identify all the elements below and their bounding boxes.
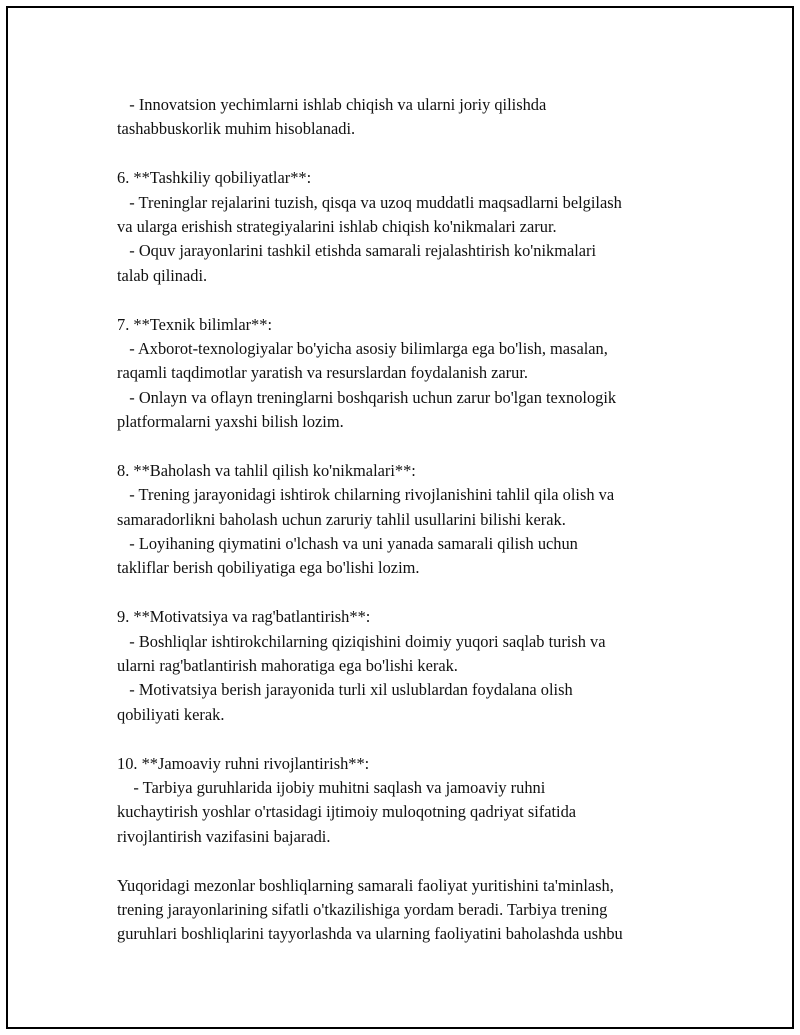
- text-line: ularni rag'batlantirish mahoratiga ega bo'lishi kerak.: [117, 655, 458, 675]
- text-line: talab qilinadi.: [117, 265, 208, 285]
- text-line: - Loyihaning qiymatini o'lchash va uni yanada samarali qilish uchun: [117, 534, 578, 554]
- paragraph-gap: [117, 434, 697, 458]
- document-body: [117, 93, 697, 947]
- text-line: 7. **Texnik bilimlar**:: [117, 314, 272, 334]
- paragraph-gap: [117, 849, 697, 873]
- paragraph-block: [117, 605, 697, 727]
- text-line: trening jarayonlarining sifatli o'tkazilishiga yordam beradi. Tarbiya trening: [117, 899, 608, 919]
- paragraph-gap: [117, 288, 697, 312]
- paragraph-gap: [117, 727, 697, 751]
- text-line: - Boshliqlar ishtirokchilarning qiziqishini doimiy yuqori saqlab turish va: [117, 631, 606, 651]
- text-line: 8. **Baholash va tahlil qilish ko'nikmalari**:: [117, 460, 416, 480]
- text-line: 9. **Motivatsiya va rag'batlantirish**:: [117, 607, 371, 627]
- text-line: - Trening jarayonidagi ishtirok chilarning rivojlanishini tahlil qila olish va: [117, 485, 615, 505]
- text-line: - Tarbiya guruhlarida ijobiy muhitni saqlash va jamoaviy ruhni: [117, 777, 546, 797]
- paragraph-gap: [117, 142, 697, 166]
- text-line: - Oquv jarayonlarini tashkil etishda samarali rejalashtirish ko'nikmalari: [117, 241, 597, 261]
- text-line: rivojlantirish vazifasini bajaradi.: [117, 826, 331, 846]
- text-line: kuchaytirish yoshlar o'rtasidagi ijtimoiy muloqotning qadriyat sifatida: [117, 802, 577, 822]
- text-line: 10. **Jamoaviy ruhni rivojlantirish**:: [117, 753, 370, 773]
- text-line: - Axborot-texnologiyalar bo'yicha asosiy bilimlarga ega bo'lish, masalan,: [117, 338, 608, 358]
- text-line: Yuqoridagi mezonlar boshliqlarning samarali faoliyat yuritishini ta'minlash,: [117, 875, 614, 895]
- paragraph-block: [117, 874, 697, 947]
- paragraph-block: [117, 752, 697, 850]
- text-line: 6. **Tashkiliy qobiliyatlar**:: [117, 168, 312, 188]
- paragraph-block: [117, 313, 697, 435]
- text-line: - Onlayn va oflayn treninglarni boshqarish uchun zarur bo'lgan texnologik: [117, 387, 617, 407]
- text-line: va ularga erishish strategiyalarini ishlab chiqish ko'nikmalari zarur.: [117, 216, 557, 236]
- text-line: tashabbuskorlik muhim hisoblanadi.: [117, 119, 356, 139]
- text-line: guruhlari boshliqlarini tayyorlashda va ularning faoliyatini baholashda ushbu: [117, 924, 623, 944]
- text-line: - Motivatsiya berish jarayonida turli xil uslublardan foydalana olish: [117, 680, 573, 700]
- text-line: platformalarni yaxshi bilish lozim.: [117, 412, 344, 432]
- text-line: raqamli taqdimotlar yaratish va resurslardan foydalanish zarur.: [117, 363, 528, 383]
- text-line: samaradorlikni baholash uchun zaruriy tahlil usullarini bilishi kerak.: [117, 509, 566, 529]
- text-line: takliflar berish qobiliyatiga ega bo'lishi lozim.: [117, 558, 420, 578]
- text-line: - Innovatsion yechimlarni ishlab chiqish va ularni joriy qilishda: [117, 95, 547, 114]
- paragraph-gap: [117, 581, 697, 605]
- paragraph-block: [117, 166, 697, 288]
- text-line: qobiliyati kerak.: [117, 704, 225, 724]
- paragraph-block: [117, 93, 697, 142]
- paragraph-block: [117, 459, 697, 581]
- text-line: - Treninglar rejalarini tuzish, qisqa va uzoq muddatli maqsadlarni belgilash: [117, 192, 622, 212]
